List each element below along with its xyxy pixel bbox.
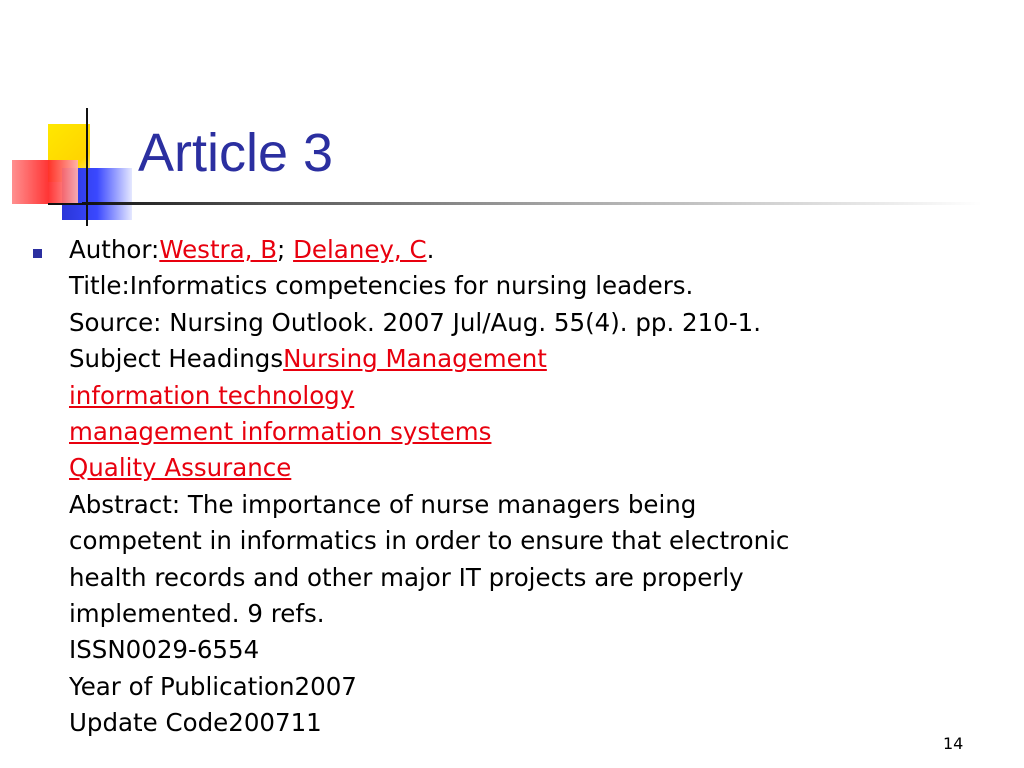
page-number: 14 xyxy=(943,734,964,753)
subject-headings-line xyxy=(69,341,999,377)
subject-link-information-technology[interactable]: information technology xyxy=(69,380,355,410)
bullet-square-icon xyxy=(33,249,42,258)
subject-line-3 xyxy=(69,414,999,450)
subject-link-nursing-management[interactable]: Nursing Management xyxy=(283,344,547,374)
logo-vertical-line xyxy=(86,108,88,226)
subject-label: Subject Headings xyxy=(69,344,284,374)
article-details xyxy=(69,232,999,742)
issn-line: ISSN0029-6554 xyxy=(69,635,260,665)
author-end: . xyxy=(426,235,435,264)
year-line: Year of Publication2007 xyxy=(69,671,357,701)
abstract-line-3: health records and other major IT projects are properly xyxy=(69,562,744,592)
author-line xyxy=(69,232,999,268)
author-separator: ; xyxy=(277,235,294,264)
subject-link-management-information-systems[interactable]: management information systems xyxy=(69,417,492,447)
subject-line-4 xyxy=(69,450,999,486)
abstract-line-4: implemented. 9 refs. xyxy=(69,599,325,629)
title-line: Title:Informatics competencies for nursing leaders. xyxy=(69,271,694,301)
subject-link-quality-assurance[interactable]: Quality Assurance xyxy=(69,453,292,483)
abstract-line-1: Abstract: The importance of nurse managers being xyxy=(69,489,697,519)
author-link-delaney[interactable]: Delaney, C xyxy=(293,235,427,264)
abstract-line-2: competent in informatics in order to ensure that electronic xyxy=(69,526,790,556)
subject-line-2 xyxy=(69,378,999,414)
slide-title: Article 3 xyxy=(138,123,334,183)
red-square-shape xyxy=(12,160,78,204)
title-underline-rule xyxy=(82,202,982,205)
author-link-westra[interactable]: Westra, B xyxy=(159,235,278,264)
source-line: Source: Nursing Outlook. 2007 Jul/Aug. 55(4). pp. 210-1. xyxy=(69,307,762,337)
author-label: Author: xyxy=(69,235,160,264)
update-code-line: Update Code200711 xyxy=(69,708,322,738)
